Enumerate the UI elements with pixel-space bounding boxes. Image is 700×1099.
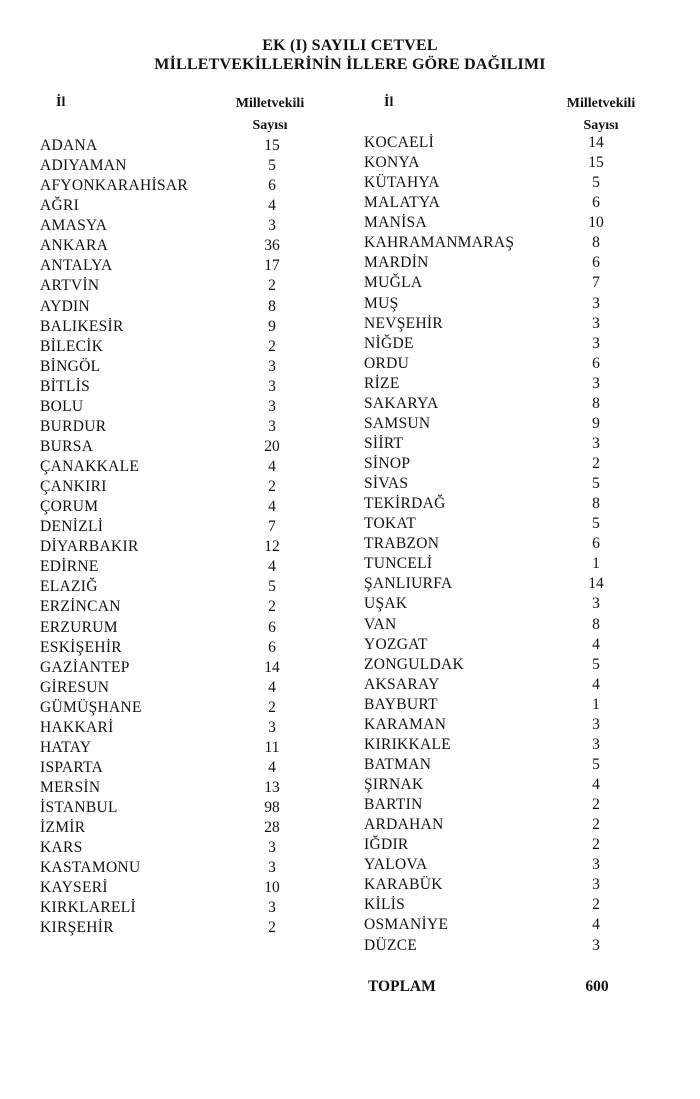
document-title: EK (I) SAYILI CETVEL xyxy=(262,37,438,54)
province-name: ESKİŞEHİR xyxy=(40,638,122,656)
province-name: NİĞDE xyxy=(364,334,414,352)
province-name: ÇORUM xyxy=(40,498,99,516)
table-row xyxy=(40,557,340,577)
seat-count: 2 xyxy=(592,455,600,472)
table-row xyxy=(40,597,340,617)
seat-count: 3 xyxy=(268,417,276,435)
seat-count: 5 xyxy=(592,655,600,673)
province-name: ADANA xyxy=(40,137,98,154)
seat-count: 17 xyxy=(264,257,280,275)
table-row xyxy=(364,695,684,715)
table-row xyxy=(364,615,684,635)
table-row xyxy=(40,658,340,678)
left-province-list xyxy=(40,136,340,939)
table-row xyxy=(40,738,340,758)
seat-count: 10 xyxy=(264,879,280,897)
right-province-header: İl xyxy=(384,95,394,110)
province-name: MALATYA xyxy=(364,194,441,212)
table-row xyxy=(364,715,684,735)
province-name: BAYBURT xyxy=(364,695,438,713)
table-row xyxy=(40,818,340,838)
province-name: UŞAK xyxy=(364,595,408,613)
table-row xyxy=(364,554,684,574)
table-row xyxy=(40,397,340,417)
seat-count: 2 xyxy=(268,919,276,937)
seat-count: 8 xyxy=(592,495,600,513)
seat-count: 8 xyxy=(592,394,600,412)
province-name: BURSA xyxy=(40,437,94,455)
province-name: SAMSUN xyxy=(364,414,431,432)
table-row xyxy=(364,895,684,915)
province-name: AMASYA xyxy=(40,217,108,235)
table-row xyxy=(364,514,684,534)
seat-count: 4 xyxy=(592,776,600,793)
table-row xyxy=(364,835,684,855)
seat-count: 12 xyxy=(264,538,280,556)
province-name: KÜTAHYA xyxy=(364,174,440,192)
province-name: SAKARYA xyxy=(364,394,439,412)
seat-count: 5 xyxy=(592,515,600,533)
seat-count: 15 xyxy=(588,154,604,172)
table-row xyxy=(40,858,340,878)
seat-count: 6 xyxy=(268,638,276,656)
table-row xyxy=(40,357,340,377)
province-name: ARDAHAN xyxy=(364,816,444,834)
province-name: İSTANBUL xyxy=(40,799,118,817)
province-name: GÜMÜŞHANE xyxy=(40,698,142,716)
seat-count: 4 xyxy=(268,758,276,776)
province-name: KONYA xyxy=(364,154,420,172)
seat-count: 14 xyxy=(588,134,604,151)
province-name: TUNCELİ xyxy=(364,555,433,573)
province-name: DENİZLİ xyxy=(40,518,104,536)
table-row xyxy=(364,775,684,795)
seat-count: 2 xyxy=(268,277,276,295)
table-row xyxy=(364,193,684,213)
province-name: KAYSERİ xyxy=(40,879,108,897)
province-name: YALOVA xyxy=(364,856,428,874)
seat-count: 3 xyxy=(268,357,276,375)
table-row xyxy=(364,354,684,374)
seat-count: 9 xyxy=(592,414,600,432)
seat-count: 6 xyxy=(592,254,600,272)
seat-count: 5 xyxy=(268,578,276,596)
province-name: GAZİANTEP xyxy=(40,658,130,676)
province-name: MUŞ xyxy=(364,294,399,312)
province-name: İZMİR xyxy=(40,819,86,837)
province-name: TEKİRDAĞ xyxy=(364,495,446,513)
province-name: SİVAS xyxy=(364,475,409,493)
province-name: ŞANLIURFA xyxy=(364,575,453,593)
seat-count: 14 xyxy=(264,658,280,676)
seat-count: 4 xyxy=(268,498,276,516)
table-row xyxy=(364,434,684,454)
table-row xyxy=(364,314,684,334)
table-row xyxy=(40,758,340,778)
total-label: TOPLAM xyxy=(368,978,436,995)
table-row xyxy=(40,718,340,738)
table-row xyxy=(364,273,684,293)
province-name: ANTALYA xyxy=(40,257,113,275)
seat-count: 3 xyxy=(592,595,600,613)
seat-count: 6 xyxy=(592,535,600,553)
table-row xyxy=(364,173,684,193)
seat-count: 36 xyxy=(264,237,280,255)
seat-count: 4 xyxy=(592,675,600,693)
province-name: MERSİN xyxy=(40,779,101,796)
table-row xyxy=(364,133,684,153)
table-row xyxy=(40,497,340,517)
table-row xyxy=(40,898,340,918)
table-row xyxy=(364,394,684,414)
table-row xyxy=(364,675,684,695)
seat-count: 11 xyxy=(264,738,280,756)
seat-count: 3 xyxy=(592,936,600,954)
seat-count: 3 xyxy=(592,334,600,352)
province-name: GİRESUN xyxy=(40,678,110,696)
table-row xyxy=(40,196,340,216)
right-seats-header-line2: Sayısı xyxy=(583,118,619,133)
table-row xyxy=(364,735,684,755)
seat-count: 3 xyxy=(268,859,276,877)
table-row xyxy=(40,176,340,196)
province-name: RİZE xyxy=(364,374,400,392)
table-row xyxy=(364,414,684,434)
province-name: AYDIN xyxy=(40,297,91,315)
seat-count: 3 xyxy=(592,294,600,312)
table-row xyxy=(40,377,340,397)
seat-count: 1 xyxy=(592,555,600,573)
table-row xyxy=(364,374,684,394)
province-name: ANKARA xyxy=(40,237,109,255)
seat-count: 3 xyxy=(268,377,276,395)
province-name: MARDİN xyxy=(364,254,429,272)
table-row xyxy=(40,317,340,337)
province-name: KIRKLARELİ xyxy=(40,899,136,917)
right-seats-header xyxy=(546,93,656,137)
province-name: DİYARBAKIR xyxy=(40,538,139,556)
province-name: OSMANİYE xyxy=(364,916,449,934)
province-name: ADIYAMAN xyxy=(40,157,127,175)
right-province-list xyxy=(364,133,684,956)
seat-count: 28 xyxy=(264,819,280,837)
province-name: KIRIKKALE xyxy=(364,735,452,753)
seat-count: 4 xyxy=(268,197,276,215)
province-name: KİLİS xyxy=(364,896,406,914)
seat-count: 4 xyxy=(268,458,276,475)
seat-count: 6 xyxy=(592,194,600,212)
table-row xyxy=(364,454,684,474)
seat-count: 2 xyxy=(268,478,276,496)
table-row xyxy=(364,855,684,875)
province-name: KARAMAN xyxy=(364,715,447,733)
table-row xyxy=(40,297,340,317)
seat-count: 2 xyxy=(268,337,276,355)
province-name: KOCAELİ xyxy=(364,134,435,151)
seat-count: 5 xyxy=(268,157,276,175)
province-name: AFYONKARAHİSAR xyxy=(40,177,189,195)
table-row xyxy=(364,655,684,675)
seat-count: 3 xyxy=(268,839,276,857)
seat-count: 9 xyxy=(268,317,276,335)
table-row xyxy=(40,577,340,597)
table-row xyxy=(364,594,684,614)
seat-count: 4 xyxy=(268,678,276,696)
seat-count: 15 xyxy=(264,137,280,154)
seat-count: 6 xyxy=(268,618,276,636)
seat-count: 8 xyxy=(268,297,276,315)
seat-count: 3 xyxy=(592,314,600,332)
province-name: TRABZON xyxy=(364,535,440,553)
table-row xyxy=(364,494,684,514)
table-row xyxy=(364,213,684,233)
seat-count: 2 xyxy=(268,598,276,616)
left-seats-header-line1: Milletvekili xyxy=(235,96,305,111)
seat-count: 2 xyxy=(592,796,600,814)
table-row xyxy=(364,233,684,253)
table-row xyxy=(364,635,684,655)
table-row xyxy=(40,698,340,718)
table-row xyxy=(40,216,340,236)
seat-count: 14 xyxy=(588,575,604,593)
table-row xyxy=(364,334,684,354)
province-name: YOZGAT xyxy=(364,635,428,653)
table-row xyxy=(40,156,340,176)
table-row xyxy=(364,294,684,314)
province-name: KARS xyxy=(40,839,83,857)
table-row xyxy=(40,878,340,898)
seat-count: 3 xyxy=(592,374,600,392)
seat-count: 3 xyxy=(592,735,600,753)
province-name: EDİRNE xyxy=(40,558,99,576)
table-row xyxy=(364,875,684,895)
province-name: SİNOP xyxy=(364,455,411,472)
province-name: HAKKARİ xyxy=(40,718,114,736)
table-row xyxy=(364,936,684,956)
table-row xyxy=(40,256,340,276)
seat-count: 3 xyxy=(268,217,276,235)
province-name: KIRŞEHİR xyxy=(40,919,114,937)
seat-count: 5 xyxy=(592,475,600,493)
table-row xyxy=(40,618,340,638)
table-row xyxy=(40,276,340,296)
table-row xyxy=(40,417,340,437)
table-row xyxy=(364,253,684,273)
province-name: BURDUR xyxy=(40,417,107,435)
province-name: ARTVİN xyxy=(40,277,100,295)
table-row xyxy=(40,477,340,497)
left-province-header: İl xyxy=(56,95,66,110)
seat-count: 20 xyxy=(264,437,280,455)
province-name: KASTAMONU xyxy=(40,859,141,877)
table-row xyxy=(40,838,340,858)
seat-count: 7 xyxy=(268,518,276,536)
seat-count: 98 xyxy=(264,799,280,817)
seat-count: 10 xyxy=(588,214,604,232)
table-row xyxy=(40,337,340,357)
province-name: ORDU xyxy=(364,354,410,372)
seat-count: 8 xyxy=(592,615,600,633)
province-name: BİNGÖL xyxy=(40,357,101,375)
province-name: BİLECİK xyxy=(40,337,104,355)
seat-count: 3 xyxy=(268,718,276,736)
province-name: MANİSA xyxy=(364,214,427,232)
province-name: BALIKESİR xyxy=(40,317,124,335)
province-name: ÇANAKKALE xyxy=(40,458,140,475)
seat-count: 6 xyxy=(592,354,600,372)
right-seats-header-line1: Milletvekili xyxy=(566,96,636,111)
province-name: MUĞLA xyxy=(364,274,423,292)
province-name: BİTLİS xyxy=(40,377,91,395)
seat-count: 5 xyxy=(592,174,600,192)
seat-count: 1 xyxy=(592,695,600,713)
province-name: KAHRAMANMARAŞ xyxy=(364,234,515,252)
left-seats-header-line2: Sayısı xyxy=(252,118,288,133)
seat-count: 3 xyxy=(268,397,276,415)
seat-count: 4 xyxy=(268,558,276,576)
table-row xyxy=(40,136,340,156)
table-row xyxy=(40,457,340,477)
province-name: SİİRT xyxy=(364,434,404,452)
table-row xyxy=(40,437,340,457)
table-row xyxy=(364,755,684,775)
table-row xyxy=(364,574,684,594)
seat-count: 8 xyxy=(592,234,600,252)
table-row xyxy=(364,474,684,494)
province-name: ERZURUM xyxy=(40,618,118,636)
table-row xyxy=(40,517,340,537)
total-value: 600 xyxy=(585,978,609,995)
table-row xyxy=(364,915,684,935)
document-subtitle: MİLLETVEKİLLERİNİN İLLERE GÖRE DAĞILIMI xyxy=(154,56,546,73)
seat-count: 6 xyxy=(268,177,276,195)
province-name: HATAY xyxy=(40,738,92,756)
left-seats-header xyxy=(220,93,320,137)
seat-count: 5 xyxy=(592,755,600,773)
table-row xyxy=(40,798,340,818)
seat-count: 2 xyxy=(268,698,276,716)
province-name: ISPARTA xyxy=(40,758,104,776)
table-row xyxy=(40,678,340,698)
province-name: IĞDIR xyxy=(364,836,409,854)
seat-count: 4 xyxy=(592,916,600,934)
seat-count: 3 xyxy=(592,715,600,733)
province-name: NEVŞEHİR xyxy=(364,314,444,332)
province-name: DÜZCE xyxy=(364,936,418,954)
province-name: ÇANKIRI xyxy=(40,478,107,496)
seat-count: 2 xyxy=(592,896,600,914)
seat-count: 3 xyxy=(592,876,600,894)
seat-count: 2 xyxy=(592,836,600,854)
table-row xyxy=(40,537,340,557)
province-name: AKSARAY xyxy=(364,675,440,693)
province-name: ZONGULDAK xyxy=(364,655,464,673)
province-name: ERZİNCAN xyxy=(40,598,121,616)
seat-count: 3 xyxy=(268,899,276,917)
province-name: ELAZIĞ xyxy=(40,578,98,596)
table-row xyxy=(364,815,684,835)
table-row xyxy=(40,918,340,938)
table-row xyxy=(364,534,684,554)
table-row xyxy=(364,153,684,173)
province-name: TOKAT xyxy=(364,515,417,533)
seat-count: 4 xyxy=(592,635,600,653)
table-row xyxy=(40,236,340,256)
table-row xyxy=(364,795,684,815)
province-name: BARTIN xyxy=(364,796,423,814)
seat-count: 3 xyxy=(592,434,600,452)
province-name: AĞRI xyxy=(40,197,80,215)
province-name: VAN xyxy=(364,615,397,633)
province-name: KARABÜK xyxy=(364,876,443,894)
table-row xyxy=(40,638,340,658)
province-name: BATMAN xyxy=(364,755,432,773)
seat-count: 3 xyxy=(592,856,600,874)
province-name: BOLU xyxy=(40,397,84,415)
seat-count: 7 xyxy=(592,274,600,292)
seat-count: 13 xyxy=(264,779,280,796)
table-row xyxy=(40,778,340,798)
province-name: ŞIRNAK xyxy=(364,776,424,793)
seat-count: 2 xyxy=(592,816,600,834)
